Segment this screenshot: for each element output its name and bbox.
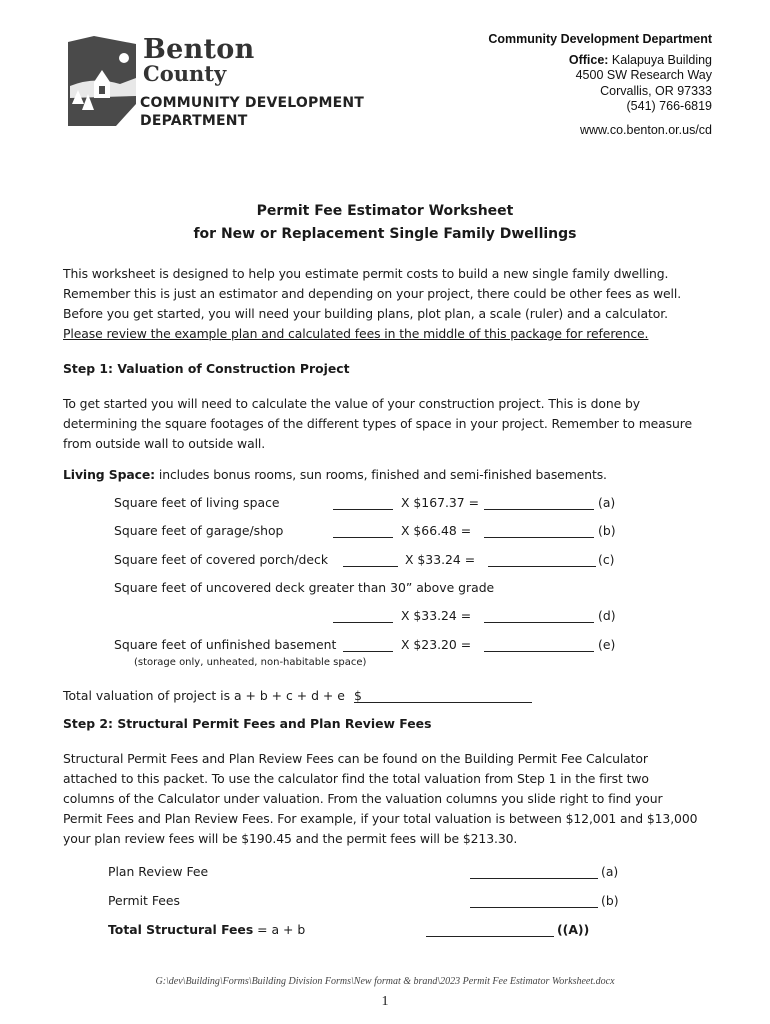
row-b-result-field[interactable] bbox=[484, 524, 594, 538]
phone-number: (541) 766-6819 bbox=[626, 99, 712, 113]
step2-line-2: attached to this packet. To use the calculator find the total valuation from Step 1 in the first two bbox=[63, 771, 649, 786]
permit-fees-field[interactable] bbox=[470, 894, 598, 908]
plan-review-label: Plan Review Fee bbox=[108, 864, 209, 879]
row-c-result-field[interactable] bbox=[488, 553, 596, 567]
row-b-sqft-field[interactable] bbox=[333, 524, 393, 538]
total-structural-suffix: = a + b bbox=[253, 922, 306, 937]
row-d-sqft-field[interactable] bbox=[333, 609, 393, 623]
office-value: Kalapuya Building bbox=[611, 52, 712, 67]
row-d-result-field[interactable] bbox=[484, 609, 594, 623]
row-b-rate: X $66.48 = bbox=[401, 523, 472, 538]
row-c-tag: (c) bbox=[598, 552, 615, 567]
row-e-label: Square feet of unfinished basement bbox=[114, 637, 337, 652]
office-line bbox=[488, 53, 712, 69]
intro-line-4: Please review the example plan and calculated fees in the middle of this package for reference. bbox=[63, 326, 649, 341]
row-e-tag: (e) bbox=[598, 637, 616, 652]
total-structural-label: Total Structural Fees bbox=[108, 922, 254, 937]
living-space-note bbox=[63, 465, 713, 485]
row-e-rate: X $23.20 = bbox=[401, 637, 472, 652]
department-name: Community Development Department bbox=[488, 32, 712, 46]
permit-fees-label: Permit Fees bbox=[108, 893, 180, 908]
step2-line-1: Structural Permit Fees and Plan Review Fees can be found on the Building Permit Fee Calculator bbox=[63, 751, 648, 766]
footer-file-path: G:\dev\Building\Forms\Building Division Forms\New format & brand\2023 Permit Fee Estimator Worksheet.docx bbox=[155, 976, 615, 987]
row-a-label: Square feet of living space bbox=[114, 495, 280, 510]
row-a-rate: X $167.37 = bbox=[401, 495, 479, 510]
logo-benton-text: Benton bbox=[143, 34, 255, 65]
step1-heading: Step 1: Valuation of Construction Project bbox=[63, 361, 350, 376]
plan-review-tag: (a) bbox=[601, 864, 619, 879]
row-d-rate: X $33.24 = bbox=[401, 608, 472, 623]
page-subtitle: for New or Replacement Single Family Dwellings bbox=[193, 226, 577, 242]
step1-paragraph bbox=[63, 394, 713, 454]
row-a-tag: (a) bbox=[598, 495, 616, 510]
row-a-sqft-field[interactable] bbox=[333, 496, 393, 510]
row-b-label: Square feet of garage/shop bbox=[114, 523, 284, 538]
step2-line-4: Permit Fees and Plan Review Fees. For example, if your total valuation is between $12,001 and $13,000 bbox=[63, 811, 698, 826]
address-line-1: 4500 SW Research Way bbox=[575, 68, 712, 82]
row-b-tag: (b) bbox=[598, 523, 616, 538]
address-line-2: Corvallis, OR 97333 bbox=[600, 83, 712, 98]
office-info bbox=[488, 32, 712, 138]
benton-county-logo-icon bbox=[64, 34, 140, 128]
permit-fees-tag: (b) bbox=[601, 893, 619, 908]
total-valuation-label: Total valuation of project is a + b + c + d + e bbox=[63, 688, 345, 703]
row-e-result-field[interactable] bbox=[484, 638, 594, 652]
website-link[interactable]: www.co.benton.or.us/cd bbox=[579, 122, 712, 137]
plan-review-field[interactable] bbox=[470, 865, 598, 879]
intro-line-3: Before you get started, you will need your building plans, plot plan, a scale (ruler) and a calculator. bbox=[63, 306, 668, 321]
step1-line-3: from outside wall to outside wall. bbox=[63, 436, 266, 451]
total-valuation-field[interactable] bbox=[354, 689, 532, 703]
living-space-text: includes bonus rooms, sun rooms, finished and semi-finished basements. bbox=[155, 467, 607, 482]
row-e-sqft-field[interactable] bbox=[343, 638, 393, 652]
total-valuation-symbol: $ bbox=[354, 688, 362, 703]
row-c-sqft-field[interactable] bbox=[343, 553, 398, 567]
step2-line-3: columns of the Calculator under valuation. From the valuation columns you slide right to find your bbox=[63, 791, 663, 806]
row-d-tag: (d) bbox=[598, 608, 616, 623]
total-structural-field[interactable] bbox=[426, 923, 554, 937]
logo-dept-line2: DEPARTMENT bbox=[140, 113, 248, 129]
step2-heading: Step 2: Structural Permit Fees and Plan Review Fees bbox=[63, 716, 432, 731]
step1-line-1: To get started you will need to calculate the value of your construction project. This is done by bbox=[63, 396, 640, 411]
row-d-label: Square feet of uncovered deck greater than 30” above grade bbox=[114, 580, 495, 595]
logo-county-text: County bbox=[143, 61, 227, 86]
living-space-label: Living Space: bbox=[63, 467, 156, 482]
total-structural-fees bbox=[108, 922, 305, 937]
step1-line-2: determining the square footages of the different types of space in your project. Remember to measure bbox=[63, 416, 693, 431]
step2-paragraph bbox=[63, 749, 713, 849]
intro-line-2: Remember this is just an estimator and depending on your project, there could be other fees as well. bbox=[63, 286, 682, 301]
page-number: 1 bbox=[381, 994, 389, 1009]
basement-note: (storage only, unheated, non-habitable space) bbox=[134, 657, 367, 668]
step2-line-5: your plan review fees will be $190.45 and the permit fees will be $213.30. bbox=[63, 831, 518, 846]
office-label: Office: bbox=[568, 52, 609, 67]
intro-paragraph bbox=[63, 264, 713, 344]
row-c-label: Square feet of covered porch/deck bbox=[114, 552, 329, 567]
total-structural-tag: ((A)) bbox=[557, 922, 590, 937]
intro-line-1: This worksheet is designed to help you estimate permit costs to build a new single family dwelling. bbox=[63, 266, 669, 281]
logo-dept-line1: COMMUNITY DEVELOPMENT bbox=[140, 95, 365, 111]
row-c-rate: X $33.24 = bbox=[405, 552, 476, 567]
page-title: Permit Fee Estimator Worksheet bbox=[256, 203, 514, 219]
row-a-result-field[interactable] bbox=[484, 496, 594, 510]
